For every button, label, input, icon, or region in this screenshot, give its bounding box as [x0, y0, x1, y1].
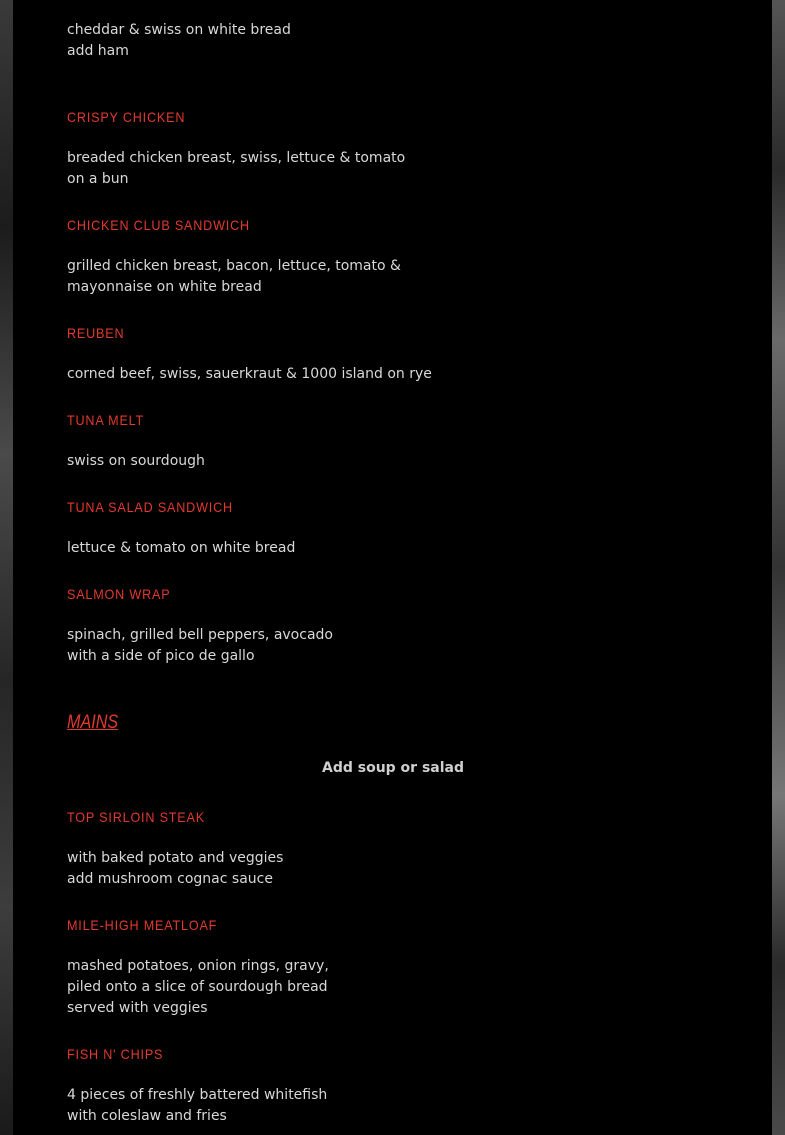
- item-description: [67, 20, 291, 62]
- description-line: mayonnaise on white bread: [67, 279, 262, 295]
- item-title-crispy-chicken: CRISPY CHICKEN: [67, 109, 186, 125]
- section-title-mains: MAINS: [67, 712, 119, 733]
- item-description: [67, 256, 401, 298]
- description-line: swiss on sourdough: [67, 453, 205, 469]
- description-line: piled onto a slice of sourdough bread: [67, 979, 328, 995]
- description-line: lettuce & tomato on white bread: [67, 540, 296, 556]
- description-line: with a side of pico de gallo: [67, 648, 255, 664]
- description-line: served with veggies: [67, 1000, 208, 1016]
- description-line: 4 pieces of freshly battered whitefish: [67, 1087, 328, 1103]
- item-title-tuna-salad-sandwich: TUNA SALAD SANDWICH: [67, 499, 233, 515]
- item-title-reuben: REUBEN: [67, 325, 125, 341]
- item-description: [67, 848, 283, 890]
- item-title-mile-high-meatloaf: MILE-HIGH MEATLOAF: [67, 917, 218, 933]
- description-line: breaded chicken breast, swiss, lettuce & tomato: [67, 150, 406, 166]
- item-title-top-sirloin-steak: TOP SIRLOIN STEAK: [67, 809, 205, 825]
- description-line: add ham: [67, 43, 129, 59]
- description-line: grilled chicken breast, bacon, lettuce, tomato &: [67, 258, 401, 274]
- item-description: [67, 451, 205, 472]
- description-line: spinach, grilled bell peppers, avocado: [67, 627, 333, 643]
- background-left-strip: [0, 0, 13, 1135]
- item-title-salmon-wrap: SALMON WRAP: [67, 586, 171, 602]
- description-line: add mushroom cognac sauce: [67, 871, 273, 887]
- background-right-strip: [772, 0, 785, 1135]
- description-line: with baked potato and veggies: [67, 850, 284, 866]
- item-description: [67, 148, 405, 190]
- description-line: on a bun: [67, 171, 129, 187]
- item-description: [67, 956, 329, 1019]
- description-line: corned beef, swiss, sauerkraut & 1000 island on rye: [67, 366, 432, 382]
- add-soup-or-salad-note: Add soup or salad: [321, 760, 464, 776]
- description-line: cheddar & swiss on white bread: [67, 22, 291, 38]
- description-line: mashed potatoes, onion rings, gravy,: [67, 958, 329, 974]
- item-title-tuna-melt: TUNA MELT: [67, 412, 145, 428]
- menu-panel: [13, 0, 772, 1135]
- item-title-chicken-club-sandwich: CHICKEN CLUB SANDWICH: [67, 217, 250, 233]
- item-description: [67, 538, 295, 559]
- item-description: [67, 1085, 327, 1127]
- item-title-fish-n-chips: FISH N' CHIPS: [67, 1046, 164, 1062]
- item-description: [67, 364, 432, 385]
- item-description: [67, 625, 333, 667]
- description-line: with coleslaw and fries: [67, 1108, 227, 1124]
